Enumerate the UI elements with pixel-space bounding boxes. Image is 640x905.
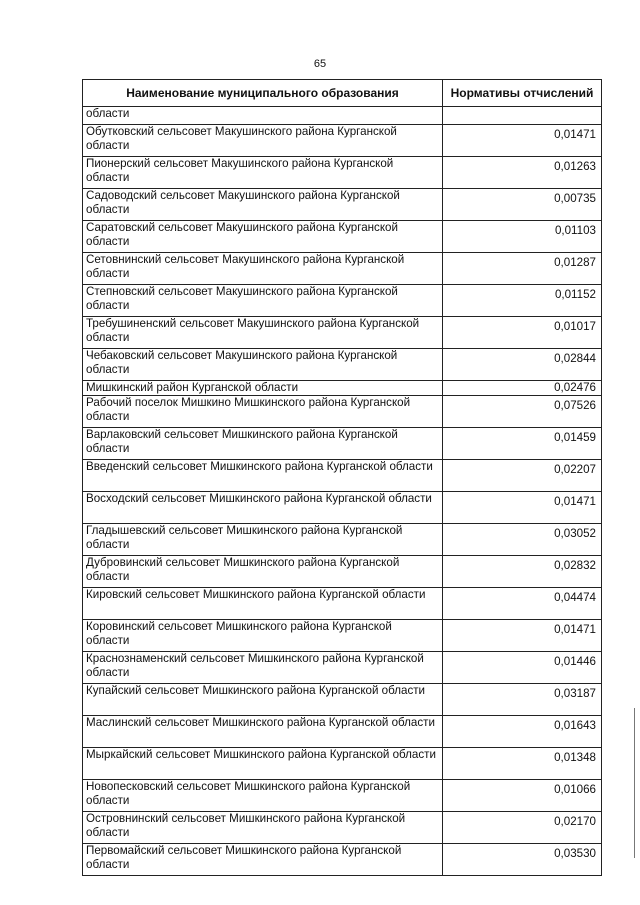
allocation-value-cell: 0,01471 bbox=[443, 620, 602, 652]
allocation-value-cell: 0,03530 bbox=[443, 844, 602, 876]
allocation-norms-table bbox=[82, 79, 602, 876]
table-row bbox=[83, 349, 602, 381]
municipality-name-cell: Мыркайский сельсовет Мишкинского района Курганской области bbox=[83, 748, 443, 780]
allocation-value-cell: 0,01066 bbox=[443, 780, 602, 812]
allocation-value-cell: 0,01471 bbox=[443, 125, 602, 157]
allocation-value-cell: 0,00735 bbox=[443, 189, 602, 221]
municipality-name-cell: Восходский сельсовет Мишкинского района Курганской области bbox=[83, 492, 443, 524]
municipality-name-cell: Саратовский сельсовет Макушинского района Курганской области bbox=[83, 221, 443, 253]
table-header-row bbox=[83, 80, 602, 107]
table-row bbox=[83, 620, 602, 652]
table-row bbox=[83, 716, 602, 748]
municipality-name-cell: Коровинский сельсовет Мишкинского района Курганской области bbox=[83, 620, 443, 652]
allocation-value-cell: 0,01103 bbox=[443, 221, 602, 253]
table-row bbox=[83, 157, 602, 189]
allocation-value-cell: 0,01263 bbox=[443, 157, 602, 189]
table-row bbox=[83, 396, 602, 428]
allocation-value-cell: 0,02207 bbox=[443, 460, 602, 492]
page-number: 65 bbox=[313, 58, 327, 70]
municipality-name-cell: Сетовнинский сельсовет Макушинского района Курганской области bbox=[83, 253, 443, 285]
table-row bbox=[83, 780, 602, 812]
allocation-value-cell: 0,01459 bbox=[443, 428, 602, 460]
table-row bbox=[83, 652, 602, 684]
continued-value-cell bbox=[443, 107, 602, 125]
header-allocation-norms: Нормативы отчислений bbox=[443, 80, 602, 107]
table-row bbox=[83, 189, 602, 221]
scan-edge-line bbox=[634, 708, 635, 858]
municipality-name-cell: Рабочий поселок Мишкино Мишкинского района Курганской области bbox=[83, 396, 443, 428]
table-row bbox=[83, 317, 602, 349]
municipality-name-cell: Требушиненский сельсовет Макушинского района Курганской области bbox=[83, 317, 443, 349]
table-row bbox=[83, 812, 602, 844]
allocation-value-cell: 0,02170 bbox=[443, 812, 602, 844]
municipality-name-cell: Садоводский сельсовет Макушинского района Курганской области bbox=[83, 189, 443, 221]
municipality-name-cell: Пионерский сельсовет Макушинского района Курганской области bbox=[83, 157, 443, 189]
allocation-value-cell: 0,01348 bbox=[443, 748, 602, 780]
allocation-value-cell: 0,04474 bbox=[443, 588, 602, 620]
municipality-name-cell: Краснознаменский сельсовет Мишкинского района Курганской области bbox=[83, 652, 443, 684]
table-row bbox=[83, 460, 602, 492]
allocation-value-cell: 0,01287 bbox=[443, 253, 602, 285]
municipality-name-cell: Введенский сельсовет Мишкинского района Курганской области bbox=[83, 460, 443, 492]
table-row bbox=[83, 285, 602, 317]
table-row bbox=[83, 221, 602, 253]
municipality-name-cell: Варлаковский сельсовет Мишкинского района Курганской области bbox=[83, 428, 443, 460]
table-row bbox=[83, 844, 602, 876]
table-row bbox=[83, 588, 602, 620]
municipality-name-cell: Новопесковский сельсовет Мишкинского района Курганской области bbox=[83, 780, 443, 812]
table-row bbox=[83, 428, 602, 460]
municipality-name-cell: Кировский сельсовет Мишкинского района Курганской области bbox=[83, 588, 443, 620]
continued-name-cell: области bbox=[83, 107, 443, 125]
municipality-name-cell: Мишкинский район Курганской области bbox=[83, 381, 443, 396]
table-row bbox=[83, 492, 602, 524]
municipality-name-cell: Степновский сельсовет Макушинского района Курганской области bbox=[83, 285, 443, 317]
continued-row bbox=[83, 107, 602, 125]
allocation-value-cell: 0,01017 bbox=[443, 317, 602, 349]
allocation-value-cell: 0,03052 bbox=[443, 524, 602, 556]
allocation-value-cell: 0,01446 bbox=[443, 652, 602, 684]
table-row bbox=[83, 524, 602, 556]
allocation-value-cell: 0,01152 bbox=[443, 285, 602, 317]
municipality-name-cell: Обутковский сельсовет Макушинского района Курганской области bbox=[83, 125, 443, 157]
table-row bbox=[83, 748, 602, 780]
allocation-value-cell: 0,02832 bbox=[443, 556, 602, 588]
municipality-name-cell: Гладышевский сельсовет Мишкинского района Курганской области bbox=[83, 524, 443, 556]
table-row bbox=[83, 381, 602, 396]
allocation-value-cell: 0,01643 bbox=[443, 716, 602, 748]
table-row bbox=[83, 125, 602, 157]
table-row bbox=[83, 253, 602, 285]
header-municipality-name: Наименование муниципального образования bbox=[83, 80, 443, 107]
allocation-value-cell: 0,03187 bbox=[443, 684, 602, 716]
municipality-name-cell: Дубровинский сельсовет Мишкинского района Курганской области bbox=[83, 556, 443, 588]
table-row bbox=[83, 684, 602, 716]
allocation-value-cell: 0,01471 bbox=[443, 492, 602, 524]
allocation-value-cell: 0,02476 bbox=[443, 381, 602, 396]
allocation-value-cell: 0,02844 bbox=[443, 349, 602, 381]
municipality-name-cell: Чебаковский сельсовет Макушинского района Курганской области bbox=[83, 349, 443, 381]
table-row bbox=[83, 556, 602, 588]
municipality-name-cell: Маслинский сельсовет Мишкинского района Курганской области bbox=[83, 716, 443, 748]
municipality-name-cell: Островнинский сельсовет Мишкинского района Курганской области bbox=[83, 812, 443, 844]
municipality-name-cell: Купайский сельсовет Мишкинского района Курганской области bbox=[83, 684, 443, 716]
allocation-value-cell: 0,07526 bbox=[443, 396, 602, 428]
municipality-name-cell: Первомайский сельсовет Мишкинского района Курганской области bbox=[83, 844, 443, 876]
